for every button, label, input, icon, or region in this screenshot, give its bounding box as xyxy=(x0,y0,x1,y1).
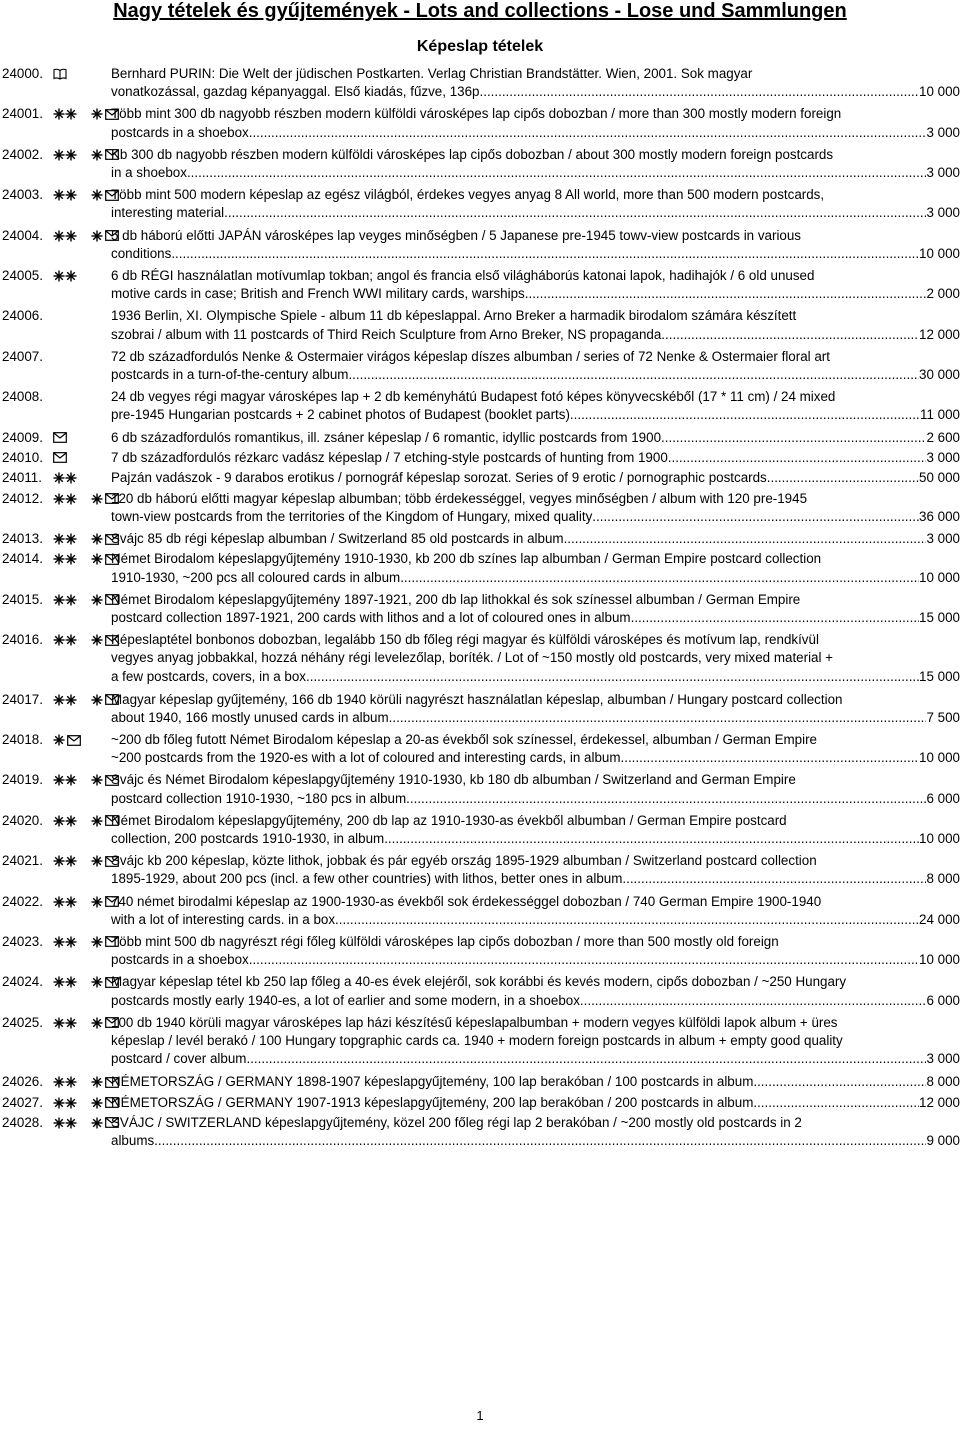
lot-description xyxy=(111,348,960,384)
lot-entry xyxy=(0,1073,960,1093)
lot-description xyxy=(111,771,960,807)
description-line: Kb 300 db nagyobb részben modern külföldi városképes lap cipős dobozban / about 300 mostly modern foreign postcards xyxy=(111,146,834,162)
lot-description xyxy=(111,812,960,848)
book-icon xyxy=(53,68,67,80)
lot-entry xyxy=(0,1114,960,1154)
description-line: SVÁJC / SWITZERLAND képeslapgyűjtemény, közel 200 főleg régi lap 2 berakóban / ~200 mostly old postcards in 2 xyxy=(111,1114,802,1130)
condition-marks xyxy=(53,592,119,608)
lot-description xyxy=(111,1073,960,1091)
lot-number: 24015. xyxy=(2,591,43,607)
description-line: Bernhard PURIN: Die Welt der jüdischen Postkarten. Verlag Christian Brandstätter. Wien, 2001. Sok magyar xyxy=(111,66,753,81)
dot-leader xyxy=(171,245,919,263)
dot-leader xyxy=(767,469,919,487)
description-line: Svájc és Német Birodalom képeslapgyűjtemény 1910-1930, kb 180 db albumban / Switzerland and German Empire xyxy=(111,772,796,788)
lot-number: 24001. xyxy=(2,106,43,122)
lot-entry xyxy=(0,469,960,489)
description-line: Több mint 300 db nagyobb részben modern külföldi városképes lap cipős dobozban / more than 300 mostly modern foreign xyxy=(111,106,842,122)
lot-entry xyxy=(0,146,960,186)
description-line: Svájc kb 200 képeslap, közte lithok, jobbak és pár egyéb ország 1895-1929 albumban / Switzerland postcard collection xyxy=(111,853,817,869)
envelope-icon xyxy=(53,452,67,463)
lot-price: 10 000 xyxy=(919,831,960,847)
lot-description xyxy=(111,449,960,467)
lot-entry xyxy=(0,591,960,631)
condition-marks xyxy=(53,974,119,990)
double-star-icon xyxy=(53,936,77,948)
double-star-icon xyxy=(53,149,77,161)
lot-description xyxy=(111,530,960,548)
single-star-icon xyxy=(91,896,103,908)
lot-number: 24011. xyxy=(2,470,42,486)
lot-entry xyxy=(0,186,960,226)
lot-number: 24012. xyxy=(2,490,43,506)
description-line: with a lot of interesting cards. in a box xyxy=(111,911,336,927)
lot-number: 24007. xyxy=(2,348,43,364)
condition-marks xyxy=(53,1095,119,1111)
double-star-icon xyxy=(53,1117,77,1129)
dot-leader xyxy=(249,124,927,142)
single-star-icon xyxy=(91,815,103,827)
lot-entry xyxy=(0,933,960,973)
condition-marks xyxy=(53,491,119,507)
single-star-icon xyxy=(91,493,103,505)
description-line: 740 német birodalmi képeslap az 1900-1930-as évekből sok érdekességgel dobozban / 740 German Empire 1900-1940 xyxy=(111,893,822,909)
dot-leader xyxy=(246,1050,926,1068)
single-star-icon xyxy=(91,189,103,201)
description-line: NÉMETORSZÁG / GERMANY 1898-1907 képeslapgyűjtemény, 100 lap berakóban / 100 postcards in album xyxy=(111,1074,754,1090)
condition-marks xyxy=(53,430,67,446)
lot-description xyxy=(111,146,960,182)
description-line: Magyar képeslap tétel kb 250 lap főleg a 40-es évek elejéről, sok korábbi és kevés modern, cipős dobozban / ~250 Hungary xyxy=(111,974,847,990)
dot-leader xyxy=(335,911,919,929)
lot-entry xyxy=(0,631,960,690)
lot-number: 24002. xyxy=(2,146,43,162)
single-star-icon xyxy=(91,694,103,706)
condition-marks xyxy=(53,551,119,567)
description-line: Pajzán vadászok - 9 darabos erotikus / pornográf képeslap sorozat. Series of 9 erotic / pornographic postcards xyxy=(111,470,767,486)
lot-number: 24026. xyxy=(2,1074,43,1090)
description-line: 100 db 1940 körüli magyar városképes lap házi készítésű képeslapalbumban + modern vegyes külföldi lapok album + üres xyxy=(111,1014,838,1030)
lot-description xyxy=(111,490,960,526)
dot-leader xyxy=(348,366,919,384)
description-line: Német Birodalom képeslapgyűjtemény, 200 db lap az 1910-1930-as évekből albumban / German Empire postcard xyxy=(111,812,787,828)
condition-marks xyxy=(53,1015,119,1031)
lot-entry xyxy=(0,348,960,388)
single-star-icon xyxy=(91,1017,103,1029)
description-line: albums xyxy=(111,1133,155,1149)
lot-description xyxy=(111,691,960,727)
condition-marks xyxy=(53,268,77,284)
description-line: Német Birodalom képeslapgyűjtemény 1910-1930, kb 200 db színes lap albumban / German Empire postcard collection xyxy=(111,551,822,567)
dot-leader xyxy=(621,749,920,767)
lot-price: 2 600 xyxy=(926,429,960,445)
lot-description xyxy=(111,1114,960,1150)
lot-entry xyxy=(0,550,960,590)
lot-number: 24013. xyxy=(2,531,43,547)
lot-entry xyxy=(0,429,960,449)
condition-marks xyxy=(53,450,67,466)
lot-number: 24009. xyxy=(2,429,43,445)
double-star-icon xyxy=(53,493,77,505)
condition-marks xyxy=(53,772,119,788)
lot-description xyxy=(111,550,960,586)
dot-leader xyxy=(661,429,926,447)
dot-leader xyxy=(753,1094,919,1112)
dot-leader xyxy=(389,709,927,727)
condition-marks xyxy=(53,813,119,829)
lot-entry xyxy=(0,227,960,267)
dot-leader xyxy=(249,951,919,969)
dot-leader xyxy=(406,790,926,808)
lot-price: 15 000 xyxy=(919,610,960,626)
description-line: postcards in a shoebox xyxy=(111,124,249,140)
lot-number: 24008. xyxy=(2,389,43,405)
lot-description xyxy=(111,227,960,263)
lot-price: 12 000 xyxy=(919,326,960,342)
condition-marks xyxy=(53,934,119,950)
lot-price: 10 000 xyxy=(919,245,960,261)
dot-leader xyxy=(570,406,920,424)
lot-number: 24027. xyxy=(2,1094,43,1110)
lot-number: 24023. xyxy=(2,933,43,949)
description-line: motive cards in case; British and French WWI military cards, warships xyxy=(111,286,525,302)
lot-description xyxy=(111,591,960,627)
description-line: postcard / cover album xyxy=(111,1051,247,1067)
lot-price: 36 000 xyxy=(919,508,960,524)
lot-number: 24018. xyxy=(2,732,43,748)
lot-description xyxy=(111,267,960,303)
lot-price: 10 000 xyxy=(919,569,960,585)
lot-description xyxy=(111,429,960,447)
lot-description xyxy=(111,893,960,929)
lot-price: 10 000 xyxy=(919,750,960,766)
single-star-icon xyxy=(91,149,103,161)
lot-number: 24028. xyxy=(2,1114,43,1130)
description-line: interesting material xyxy=(111,205,225,221)
condition-marks xyxy=(53,1115,119,1131)
lot-price: 6 000 xyxy=(926,992,960,1008)
double-star-icon xyxy=(53,189,77,201)
lot-entry xyxy=(0,852,960,892)
description-line: postcard collection 1910-1930, ~180 pcs in album xyxy=(111,790,407,806)
description-line: 72 db századfordulós Nenke & Ostermaier virágos képeslap díszes albumban / series of 72 Nenke & Ostermaier floral art xyxy=(111,348,830,364)
lot-entry xyxy=(0,105,960,145)
lot-price: 10 000 xyxy=(919,84,960,100)
description-line: 120 db háború előtti magyar képeslap albumban; több érdekességgel, vegyes minőségben / album with 120 pre-1945 xyxy=(111,490,808,506)
description-line: pre-1945 Hungarian postcards + 2 cabinet photos of Budapest (booklet parts) xyxy=(111,407,570,423)
double-star-icon xyxy=(53,855,77,867)
condition-marks xyxy=(53,147,119,163)
lot-price: 3 000 xyxy=(926,205,960,221)
envelope-icon xyxy=(67,735,81,746)
dot-leader xyxy=(592,508,919,526)
lot-description xyxy=(111,388,960,424)
description-line: 5 db háború előtti JAPÁN városképes lap veyges minőségben / 5 Japanese pre-1945 towv-view postcards in various xyxy=(111,227,802,243)
single-star-icon xyxy=(91,855,103,867)
double-star-icon xyxy=(53,1097,77,1109)
double-star-icon xyxy=(53,815,77,827)
lot-price: 3 000 xyxy=(926,1051,960,1067)
lot-entry xyxy=(0,1094,960,1114)
double-star-icon xyxy=(53,533,77,545)
lot-price: 11 000 xyxy=(920,407,960,423)
double-star-icon xyxy=(53,694,77,706)
description-line: Német Birodalom képeslapgyűjtemény 1897-1921, 200 db lap lithokkal és sok színessel albumban / German Empire xyxy=(111,591,801,607)
dot-leader xyxy=(384,830,919,848)
description-line: postcards in a turn-of-the-century album xyxy=(111,366,349,382)
lot-number: 24004. xyxy=(2,227,43,243)
condition-marks xyxy=(53,66,67,82)
double-star-icon xyxy=(53,896,77,908)
description-line: conditions xyxy=(111,245,172,261)
dot-leader xyxy=(668,449,927,467)
description-line: 24 db vegyes régi magyar városképes lap + 2 db keményhátú Budapest fotó képes könyvecskéből (17 * 11 cm) / 24 mixed xyxy=(111,389,836,405)
dot-leader xyxy=(224,204,926,222)
lot-description xyxy=(111,469,960,487)
description-line: collection, 200 postcards 1910-1930, in album xyxy=(111,831,385,847)
single-star-icon xyxy=(91,1097,103,1109)
dot-leader xyxy=(564,530,927,548)
dot-leader xyxy=(400,569,919,587)
dot-leader xyxy=(753,1073,926,1091)
double-star-icon xyxy=(53,230,77,242)
lot-number: 24021. xyxy=(2,853,43,869)
lot-number: 24000. xyxy=(2,66,43,81)
condition-marks xyxy=(53,228,119,244)
lot-price: 3 000 xyxy=(926,531,960,547)
lot-price: 30 000 xyxy=(919,366,960,382)
lot-price: 8 000 xyxy=(926,871,960,887)
single-star-icon xyxy=(91,634,103,646)
single-star-icon xyxy=(91,230,103,242)
double-star-icon xyxy=(53,270,77,282)
description-line: vonatkozással, gazdag képanyaggal. Első kiadás, fűzve, 136p. xyxy=(111,84,484,100)
description-line: Képeslaptétel bonbonos dobozban, legalább 150 db főleg régi magyar és külföldi városképes és motívum lap, rendkívül xyxy=(111,632,819,648)
double-star-icon xyxy=(53,472,77,484)
double-star-icon xyxy=(53,774,77,786)
lot-description xyxy=(111,731,960,767)
page-title: Nagy tételek és gyűjtemények - Lots and collections - Lose und Sammlungen xyxy=(113,0,847,22)
double-star-icon xyxy=(53,976,77,988)
lot-entry xyxy=(0,973,960,1013)
lot-number: 24025. xyxy=(2,1014,43,1030)
lot-entry xyxy=(0,307,960,347)
lot-number: 24024. xyxy=(2,974,43,990)
lot-description xyxy=(111,307,960,343)
lot-price: 3 000 xyxy=(926,124,960,140)
description-line: NÉMETORSZÁG / GERMANY 1907-1913 képeslapgyűjtemény, 200 lap berakóban / 200 postcards in album xyxy=(111,1094,754,1110)
double-star-icon xyxy=(53,1017,77,1029)
description-line: ~200 db főleg futott Német Birodalom képeslap a 20-as évekből sok színessel, érdekessel, albumban / German Empire xyxy=(111,732,817,748)
lot-description xyxy=(111,65,960,101)
lot-number: 24019. xyxy=(2,772,43,788)
envelope-icon xyxy=(53,432,67,443)
double-star-icon xyxy=(53,594,77,606)
condition-marks xyxy=(53,1074,119,1090)
lot-description xyxy=(111,186,960,222)
section-title: Képeslap tételek xyxy=(416,38,544,55)
double-star-icon xyxy=(53,553,77,565)
lot-list xyxy=(0,65,960,1154)
description-line: about 1940, 166 mostly unused cards in album xyxy=(111,709,389,725)
lot-entry xyxy=(0,812,960,852)
lot-price: 50 000 xyxy=(919,470,960,486)
single-star-icon xyxy=(91,936,103,948)
lot-description xyxy=(111,973,960,1009)
lot-entry xyxy=(0,449,960,469)
lot-number: 24010. xyxy=(2,449,43,465)
lot-description xyxy=(111,1014,960,1069)
description-line: szobrai / album with 11 postcards of Third Reich Sculpture from Arno Breker, NS propaganda xyxy=(111,326,662,342)
description-line: Több mint 500 modern képeslap az egész világból, érdekes vegyes anyag 8 All world, more than 500 modern postcards, xyxy=(111,187,825,203)
dot-leader xyxy=(622,870,926,888)
condition-marks xyxy=(53,732,81,748)
lot-number: 24003. xyxy=(2,187,43,203)
lot-price: 15 000 xyxy=(919,668,960,684)
condition-marks xyxy=(53,470,77,486)
lot-number: 24016. xyxy=(2,632,43,648)
lot-entry xyxy=(0,893,960,933)
lot-entry xyxy=(0,691,960,731)
page-number: 1 xyxy=(476,1408,484,1423)
lot-description xyxy=(111,631,960,686)
description-line: 1895-1929, about 200 pcs (incl. a few other countries) with lithos, better ones in album xyxy=(111,871,623,887)
condition-marks xyxy=(53,894,119,910)
single-star-icon xyxy=(91,774,103,786)
single-star-icon xyxy=(91,108,103,120)
lot-price: 3 000 xyxy=(926,449,960,465)
lot-description xyxy=(111,1094,960,1112)
lot-entry xyxy=(0,388,960,428)
description-line: town-view postcards from the territories of the Kingdom of Hungary, mixed quality xyxy=(111,508,593,524)
lot-entry xyxy=(0,65,960,105)
description-line: 6 db RÉGI használatlan motívumlap tokban; angol és francia első világháborús katonai lapok, hadihajók / 6 old unused xyxy=(111,267,815,283)
lot-description xyxy=(111,933,960,969)
single-star-icon xyxy=(53,734,65,746)
dot-leader xyxy=(661,326,919,344)
lot-price: 6 000 xyxy=(926,790,960,806)
double-star-icon xyxy=(53,108,77,120)
description-line: képeslap / levél berakó / 100 Hungary topgraphic cards ca. 1940 + modern foreign postcards in album + empty good quality xyxy=(111,1032,843,1048)
lot-price: 12 000 xyxy=(919,1094,960,1110)
dot-leader xyxy=(525,285,927,303)
single-star-icon xyxy=(91,594,103,606)
description-line: 7 db századfordulós rézkarc vadász képeslap / 7 etching-style postcards of hunting from 1900 xyxy=(111,449,668,465)
lot-price: 2 000 xyxy=(926,286,960,302)
description-line: a few postcards, covers, in a box. xyxy=(111,668,310,684)
dot-leader xyxy=(154,1132,926,1150)
lot-price: 8 000 xyxy=(926,1074,960,1090)
dot-leader xyxy=(310,668,919,686)
description-line: in a shoebox xyxy=(111,164,187,180)
lot-description xyxy=(111,105,960,141)
lot-entry xyxy=(0,771,960,811)
single-star-icon xyxy=(91,1076,103,1088)
description-line: postcards mostly early 1940-es, a lot of earlier and some modern, in a shoebox. xyxy=(111,992,584,1008)
condition-marks xyxy=(53,187,119,203)
description-line: 1936 Berlin, XI. Olympische Spiele - album 11 db képeslappal. Arno Breker a harmadik birodalom számára készített xyxy=(111,308,797,324)
dot-leader xyxy=(187,164,927,182)
condition-marks xyxy=(53,853,119,869)
dot-leader xyxy=(584,992,927,1010)
lot-entry xyxy=(0,1014,960,1073)
condition-marks xyxy=(53,106,119,122)
description-line: vegyes anyag jobbakkal, hozzá néhány régi levelezőlap, boríték. / Lot of ~150 mostly old postcards, very mixed material + xyxy=(111,650,834,666)
lot-number: 24017. xyxy=(2,691,43,707)
condition-marks xyxy=(53,692,119,708)
description-line: postcards in a shoebox xyxy=(111,952,249,968)
lot-entry xyxy=(0,530,960,550)
description-line: Több mint 500 db nagyrészt régi főleg külföldi városképes lap cipős dobozban / more than 500 mostly old foreign xyxy=(111,933,779,949)
lot-price: 9 000 xyxy=(926,1133,960,1149)
description-line: postcard collection 1897-1921, 200 cards with lithos and a lot of coloured ones in album xyxy=(111,610,631,626)
double-star-icon xyxy=(53,634,77,646)
lot-price: 7 500 xyxy=(926,709,960,725)
single-star-icon xyxy=(91,1117,103,1129)
single-star-icon xyxy=(91,553,103,565)
description-line: 6 db századfordulós romantikus, ill. zsáner képeslap / 6 romantic, idyllic postcards from 1900 xyxy=(111,429,662,445)
description-line: Magyar képeslap gyűjtemény, 166 db 1940 körüli nagyrészt használatlan képeslap, albumban / Hungary postcard collection xyxy=(111,691,843,707)
lot-entry xyxy=(0,490,960,530)
condition-marks xyxy=(53,531,119,547)
dot-leader xyxy=(631,609,919,627)
single-star-icon xyxy=(91,533,103,545)
dot-leader xyxy=(483,83,919,101)
condition-marks xyxy=(53,632,119,648)
single-star-icon xyxy=(91,976,103,988)
lot-number: 24020. xyxy=(2,812,43,828)
lot-number: 24022. xyxy=(2,893,43,909)
lot-number: 24005. xyxy=(2,267,43,283)
description-line: ~200 postcards from the 1920-es with a lot of coloured and interesting cards, in album xyxy=(111,750,621,766)
lot-price: 3 000 xyxy=(926,164,960,180)
lot-number: 24014. xyxy=(2,551,43,567)
description-line: Svájc 85 db régi képeslap albumban / Switzerland 85 old postcards in album xyxy=(111,531,564,547)
description-line: 1910-1930, ~200 pcs all coloured cards in album xyxy=(111,569,401,585)
lot-description xyxy=(111,852,960,888)
lot-entry xyxy=(0,267,960,307)
lot-entry xyxy=(0,731,960,771)
double-star-icon xyxy=(53,1076,77,1088)
lot-number: 24006. xyxy=(2,308,43,324)
lot-price: 10 000 xyxy=(919,952,960,968)
lot-price: 24 000 xyxy=(919,911,960,927)
